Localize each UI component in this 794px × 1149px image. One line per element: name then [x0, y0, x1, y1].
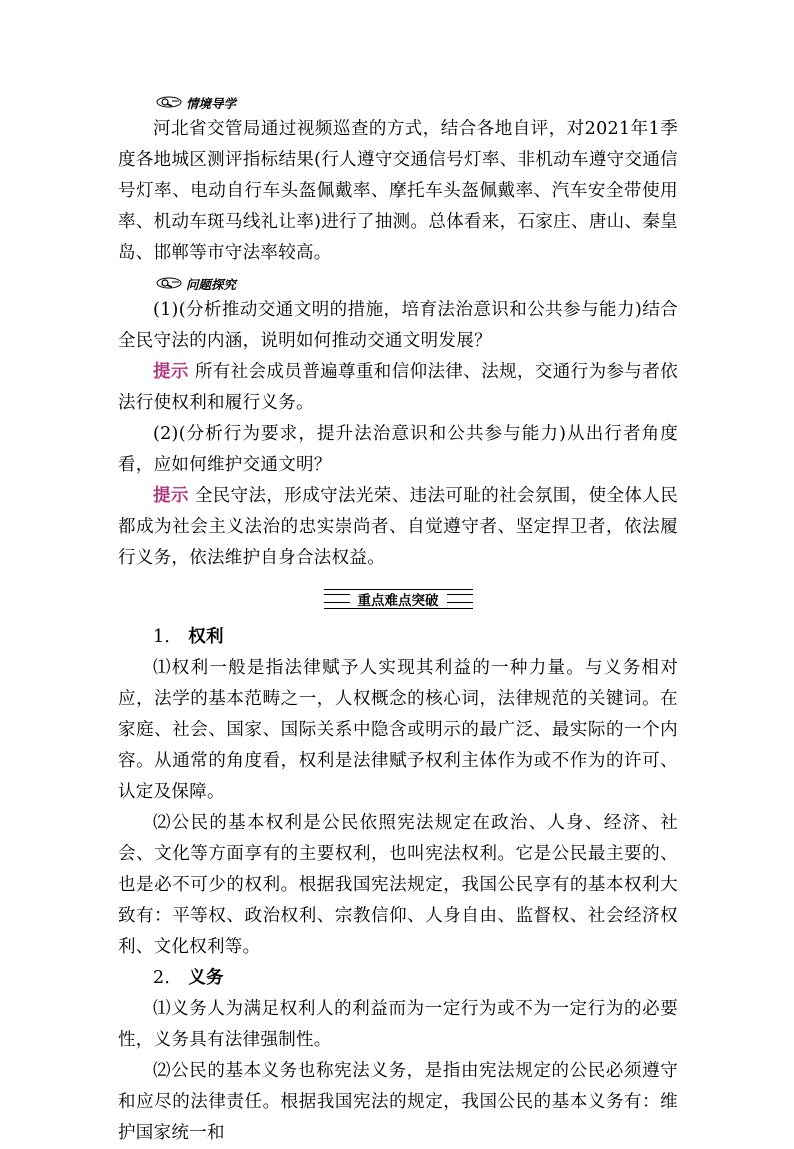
magnifier-icon: [156, 96, 182, 111]
content-column: [118, 92, 678, 1149]
heading-number: 2．: [153, 968, 183, 988]
section-title: [118, 588, 678, 616]
answer-1: [118, 357, 678, 419]
heading-text: 义务: [188, 968, 224, 988]
scenario-tag: [156, 92, 678, 114]
paragraph-rights-2: ⑵公民的基本权利是公民依照宪法规定在政治、人身、经济、社会、文化等方面享有的主要权利，也叫宪法权利。它是公民最主要的、也是必不可少的权利。根据我国宪法规定，我国公民享有的基本权利大致有：平等权、政治权利、宗教信仰、人身自由、监督权、社会经济权利、文化权利等。: [118, 813, 678, 957]
paragraph-duties-1: ⑴义务人为满足权利人的利益而为一定行为或不为一定行为的必要性，义务具有法律强制性。: [118, 999, 678, 1050]
scenario-tag-label: 情境导学: [186, 96, 237, 111]
paragraph-duties-2: ⑵公民的基本义务也称宪法义务，是指由宪法规定的公民必须遵守和应尽的法律责任。根据我国宪法的规定，我国公民的基本义务有：维护国家统一和: [118, 1061, 678, 1143]
heading-rights: [118, 622, 678, 653]
title-decoration-right: [447, 594, 473, 603]
answer-1-text: 所有社会成员普遍尊重和信仰法律、法规，交通行为参与者依法行使权利和履行义务。: [118, 362, 678, 413]
hint-label: 提示: [153, 486, 189, 506]
inquiry-tag: [156, 273, 678, 295]
paragraph-rights-1: ⑴权利一般是指法律赋予人实现其利益的一种力量。与义务相对应，法学的基本范畴之一，人权概念的核心词，法律规范的关键词。在家庭、社会、国家、国际关系中隐含或明示的最广泛、最实际的一个内容。从通常的角度看，权利是法律赋予权利主体作为或不作为的许可、认定及保障。: [118, 658, 678, 802]
answer-2-text: 全民守法，形成守法光荣、违法可耻的社会氛围，使全体人民都成为社会主义法治的忠实崇尚者、自觉遵守者、坚定捍卫者，依法履行义务，依法维护自身合法权益。: [118, 486, 678, 568]
title-decoration-left: [324, 594, 350, 603]
question-2: (2)(分析行为要求，提升法治意识和公共参与能力)从出行者角度看，应如何维护交通文明？: [118, 424, 678, 475]
scenario-text: 河北省交管局通过视频巡查的方式，结合各地自评，对2021年1季度各地城区测评指标结果(行人遵守交通信号灯率、非机动车遵守交通信号灯率、电动自行车头盔佩戴率、摩托车头盔佩戴率、汽车安全带使用率、机动车斑马线礼让率)进行了抽测。总体看来，石家庄、唐山、秦皇岛、邯郸等市守法率较高。: [118, 119, 678, 263]
inquiry-tag-label: 问题探究: [186, 277, 237, 292]
heading-number: 1．: [153, 627, 183, 647]
magnifier-icon: [156, 277, 182, 292]
heading-text: 权利: [188, 627, 224, 647]
heading-duties: [118, 963, 678, 994]
answer-2: [118, 481, 678, 574]
question-1: (1)(分析推动交通文明的措施，培育法治意识和公共参与能力)结合全民守法的内涵，说明如何推动交通文明发展？: [118, 300, 678, 351]
section-title-text: 重点难点突破: [357, 592, 439, 609]
hint-label: 提示: [153, 362, 189, 382]
